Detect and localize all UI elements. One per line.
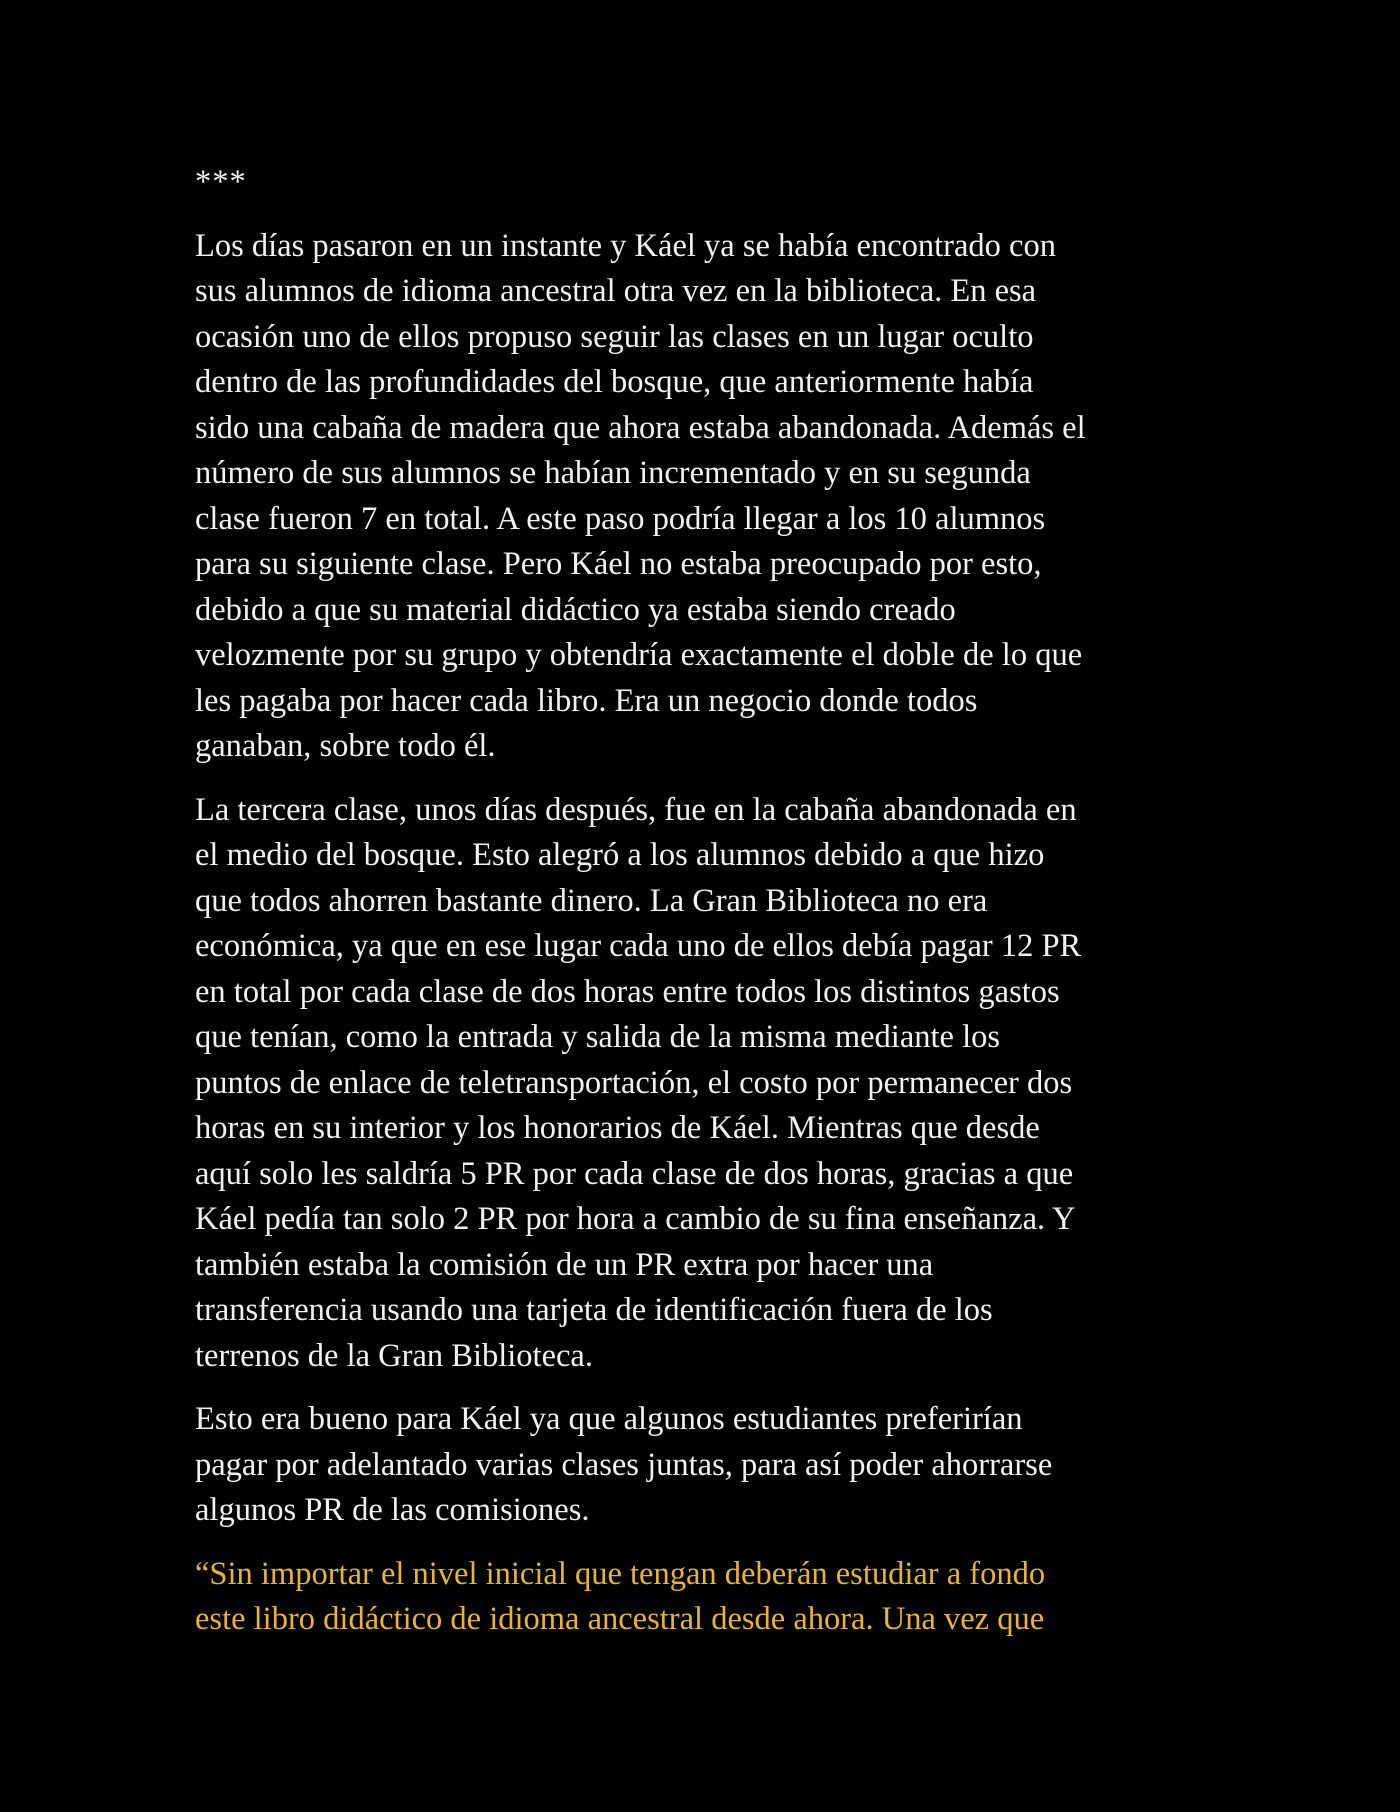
text-line: que todos ahorren bastante dinero. La Gran Biblioteca no era [195,882,988,919]
text-line: también estaba la comisión de un PR extra por hacer una [195,1246,934,1283]
text-line: el medio del bosque. Esto alegró a los alumnos debido a que hizo [195,837,1045,873]
text-line: La tercera clase, unos días después, fue en la cabaña abandonada en [195,791,1077,828]
text-line: clase fueron 7 en total. A este paso podría llegar a los 10 alumnos [195,500,1046,537]
text-line: algunos PR de las comisiones. [195,1492,590,1528]
text-line: puntos de enlace de teletransportación, el costo por permanecer dos [195,1064,1073,1101]
section-separator: *** [195,164,247,200]
text-line: les pagaba por hacer cada libro. Era un negocio donde todos [195,682,978,719]
text-line: aquí solo les saldría 5 PR por cada clase de dos horas, gracias a que [195,1155,1074,1192]
paragraph-2 [195,788,1215,1380]
dialogue-line: “Sin importar el nivel inicial que tengan deberán estudiar a fondo [195,1555,1046,1592]
text-line: debido a que su material didáctico ya estaba siendo creado [195,591,956,628]
text-line: velozmente por su grupo y obtendría exactamente el doble de lo que [195,637,1083,673]
dialogue-line: este libro didáctico de idioma ancestral desde ahora. Una vez que [195,1601,1045,1637]
text-line: Káel pedía tan solo 2 PR por hora a cambio de su fina enseñanza. Y [195,1201,1076,1237]
text-line: ganaban, sobre todo él. [195,728,496,764]
text-line: número de sus alumnos se habían incrementado y en su segunda [195,455,1031,491]
text-line: sus alumnos de idioma ancestral otra vez en la biblioteca. En esa [195,273,1037,309]
dialogue-paragraph [195,1552,1215,1643]
text-line: pagar por adelantado varias clases juntas, para así poder ahorrarse [195,1446,1053,1483]
paragraph-1 [195,224,1215,770]
text-line: ocasión uno de ellos propuso seguir las clases en un lugar oculto [195,318,1034,355]
text-line: dentro de las profundidades del bosque, que anteriormente había [195,364,1034,400]
document-page [195,160,1215,1661]
text-line: Esto era bueno para Káel ya que algunos estudiantes preferirían [195,1401,1023,1437]
text-line: sido una cabaña de madera que ahora estaba abandonada. Además el [195,409,1086,446]
text-line: para su siguiente clase. Pero Káel no estaba preocupado por esto, [195,546,1042,582]
text-line: en total por cada clase de dos horas entre todos los distintos gastos [195,973,1060,1010]
paragraph-3 [195,1397,1215,1534]
text-line: que tenían, como la entrada y salida de la misma mediante los [195,1019,1001,1055]
text-line: horas en su interior y los honorarios de Káel. Mientras que desde [195,1110,1040,1146]
text-line: terrenos de la Gran Biblioteca. [195,1337,593,1374]
text-line: económica, ya que en ese lugar cada uno de ellos debía pagar 12 PR [195,928,1082,964]
text-line: Los días pasaron en un instante y Káel ya se había encontrado con [195,227,1056,264]
text-line: transferencia usando una tarjeta de identificación fuera de los [195,1292,993,1328]
